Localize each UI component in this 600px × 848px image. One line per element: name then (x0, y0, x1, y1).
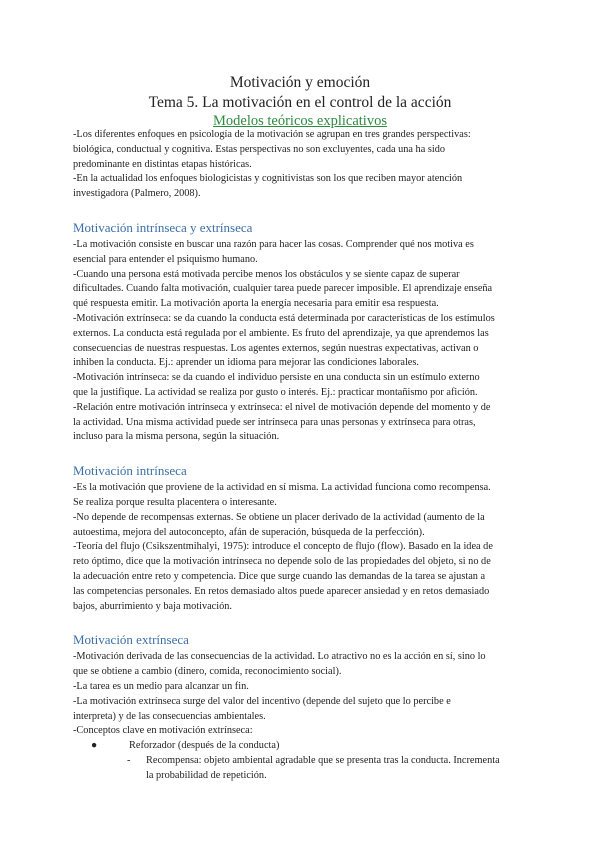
title-block (0, 73, 600, 130)
document-body (73, 128, 535, 783)
text-line: reto óptimo, dice que la motivación intrínseca no depende solo de las propiedades del objeto, si no de (73, 556, 491, 568)
text-line: -No depende de recompensas externas. Se obtiene un placer derivado de la actividad (aumento de la (73, 511, 485, 523)
text-line: las competencias personales. En retos demasiado altos puede aparecer ansiedad y en retos demasiado (73, 585, 490, 597)
document-title: Motivación y emoción (229, 74, 371, 91)
text-line: que se obtiene a cambio (dinero, comida, reconocimiento social). (73, 666, 342, 678)
dash-icon: - (127, 754, 131, 766)
text-line: -La motivación extrínseca surge del valor del incentivo (depende del sujeto que lo percibe e (73, 695, 451, 707)
text-line: Se realiza porque resulta placentera o interesante. (73, 496, 277, 508)
bullet-item-reforzador (73, 739, 535, 754)
section-intrinseca (73, 463, 535, 614)
sub-item-recompensa (73, 754, 535, 769)
section-heading: Motivación extrínseca (73, 632, 189, 648)
text-line: qué respuesta emitir. La motivación aporta la energía necesaria para emitir esa respuesta. (73, 298, 439, 310)
text-line: -Los diferentes enfoques en psicología de la motivación se agrupan en tres grandes perspectivas: (73, 129, 471, 140)
text-line: predominante en distintas etapas históricas. (73, 158, 252, 170)
section-title-link[interactable]: Modelos teóricos explicativos (213, 113, 387, 129)
text-line: -Teoría del flujo (Csikszentmihalyi, 1975): introduce el concepto de flujo (flow). Basado en la idea de (73, 541, 493, 553)
document-subtitle: Tema 5. La motivación en el control de la acción (148, 94, 452, 111)
text-line: externos. La conducta está regulada por el ambiente. Es fruto del aprendizaje, ya que aprendemos las (73, 327, 489, 339)
text-line: -Relación entre motivación intrínseca y extrínseca: el nivel de motivación depende del momento y de (73, 401, 491, 413)
text-line: que la justifique. La actividad se realiza por gusto o interés. Ej.: practicar montañismo por afición. (73, 386, 478, 398)
text-line: -Cuando una persona está motivada percibe menos los obstáculos y se siente capaz de superar (73, 268, 460, 280)
text-line: -Motivación extrínseca: se da cuando la conducta está determinada por características de los estímulos (73, 312, 495, 324)
text-line: biológica, conductual y cognitiva. Estas perspectivas no son excluyentes, cada una ha sido (73, 143, 446, 155)
text-line: -En la actualidad los enfoques biologicistas y cognitivistas son los que reciben mayor atención (73, 173, 463, 185)
section-extrinseca (73, 632, 535, 783)
text-line: inhiben la conducta. Ej.: aprender un idioma para mejorar las condiciones laborales. (73, 357, 419, 369)
text-line: -Motivación intrínseca: se da cuando el individuo persiste en una conducta sin un estímulo externo (73, 372, 480, 384)
text-line: investigadora (Palmero, 2008). (73, 188, 201, 200)
section-heading: Motivación intrínseca y extrínseca (73, 219, 253, 235)
text-line: incluso para la misma persona, según la situación. (73, 431, 280, 443)
section-intrinseca-extrinseca (73, 220, 535, 445)
text-line: -Conceptos clave en motivación extrínseca: (73, 725, 253, 737)
text-line: dificultades. Cuando falta motivación, cualquier tarea puede parecer imposible. El aprendizaje enseña (73, 283, 493, 295)
sub-item-continuation (73, 769, 535, 784)
text-line: bajos, aburrimiento y baja motivación. (73, 600, 232, 612)
text-line: esencial para entender el psiquismo humano. (73, 253, 258, 265)
sub-item-text: Recompensa: objeto ambiental agradable que se presenta tras la conducta. Incrementa (146, 754, 500, 766)
intro-paragraph (73, 128, 535, 202)
text-line: -Es la motivación que proviene de la actividad en sí misma. La actividad funciona como recompensa. (73, 482, 491, 494)
text-line: -Motivación derivada de las consecuencias de la actividad. Lo atractivo no es la acción en sí, sino lo (73, 651, 486, 663)
text-line: -La tarea es un medio para alcanzar un fin. (73, 680, 249, 692)
section-heading: Motivación intrínseca (73, 463, 187, 479)
sub-item-text: la probabilidad de repetición. (146, 769, 267, 781)
text-line: la adecuación entre reto y competencia. Dice que surge cuando las demandas de la tarea se ajustan a (73, 570, 486, 582)
text-line: consecuencias de nuestras respuestas. Los agentes externos, según nuestras expectativas, activan o (73, 342, 479, 354)
text-line: interpreta) y de las consecuencias ambientales. (73, 710, 266, 722)
bullet-icon: ● (91, 740, 98, 752)
bullet-text: Reforzador (después de la conducta) (129, 740, 280, 752)
text-line: -La motivación consiste en buscar una razón para hacer las cosas. Comprender qué nos motiva es (73, 238, 474, 250)
text-line: autoestima, mejora del autoconcepto, afán de superación, búsqueda de la perfección). (73, 526, 425, 538)
text-line: la actividad. Una misma actividad puede ser intrínseca para unas personas y extrínseca para otras, (73, 416, 476, 428)
